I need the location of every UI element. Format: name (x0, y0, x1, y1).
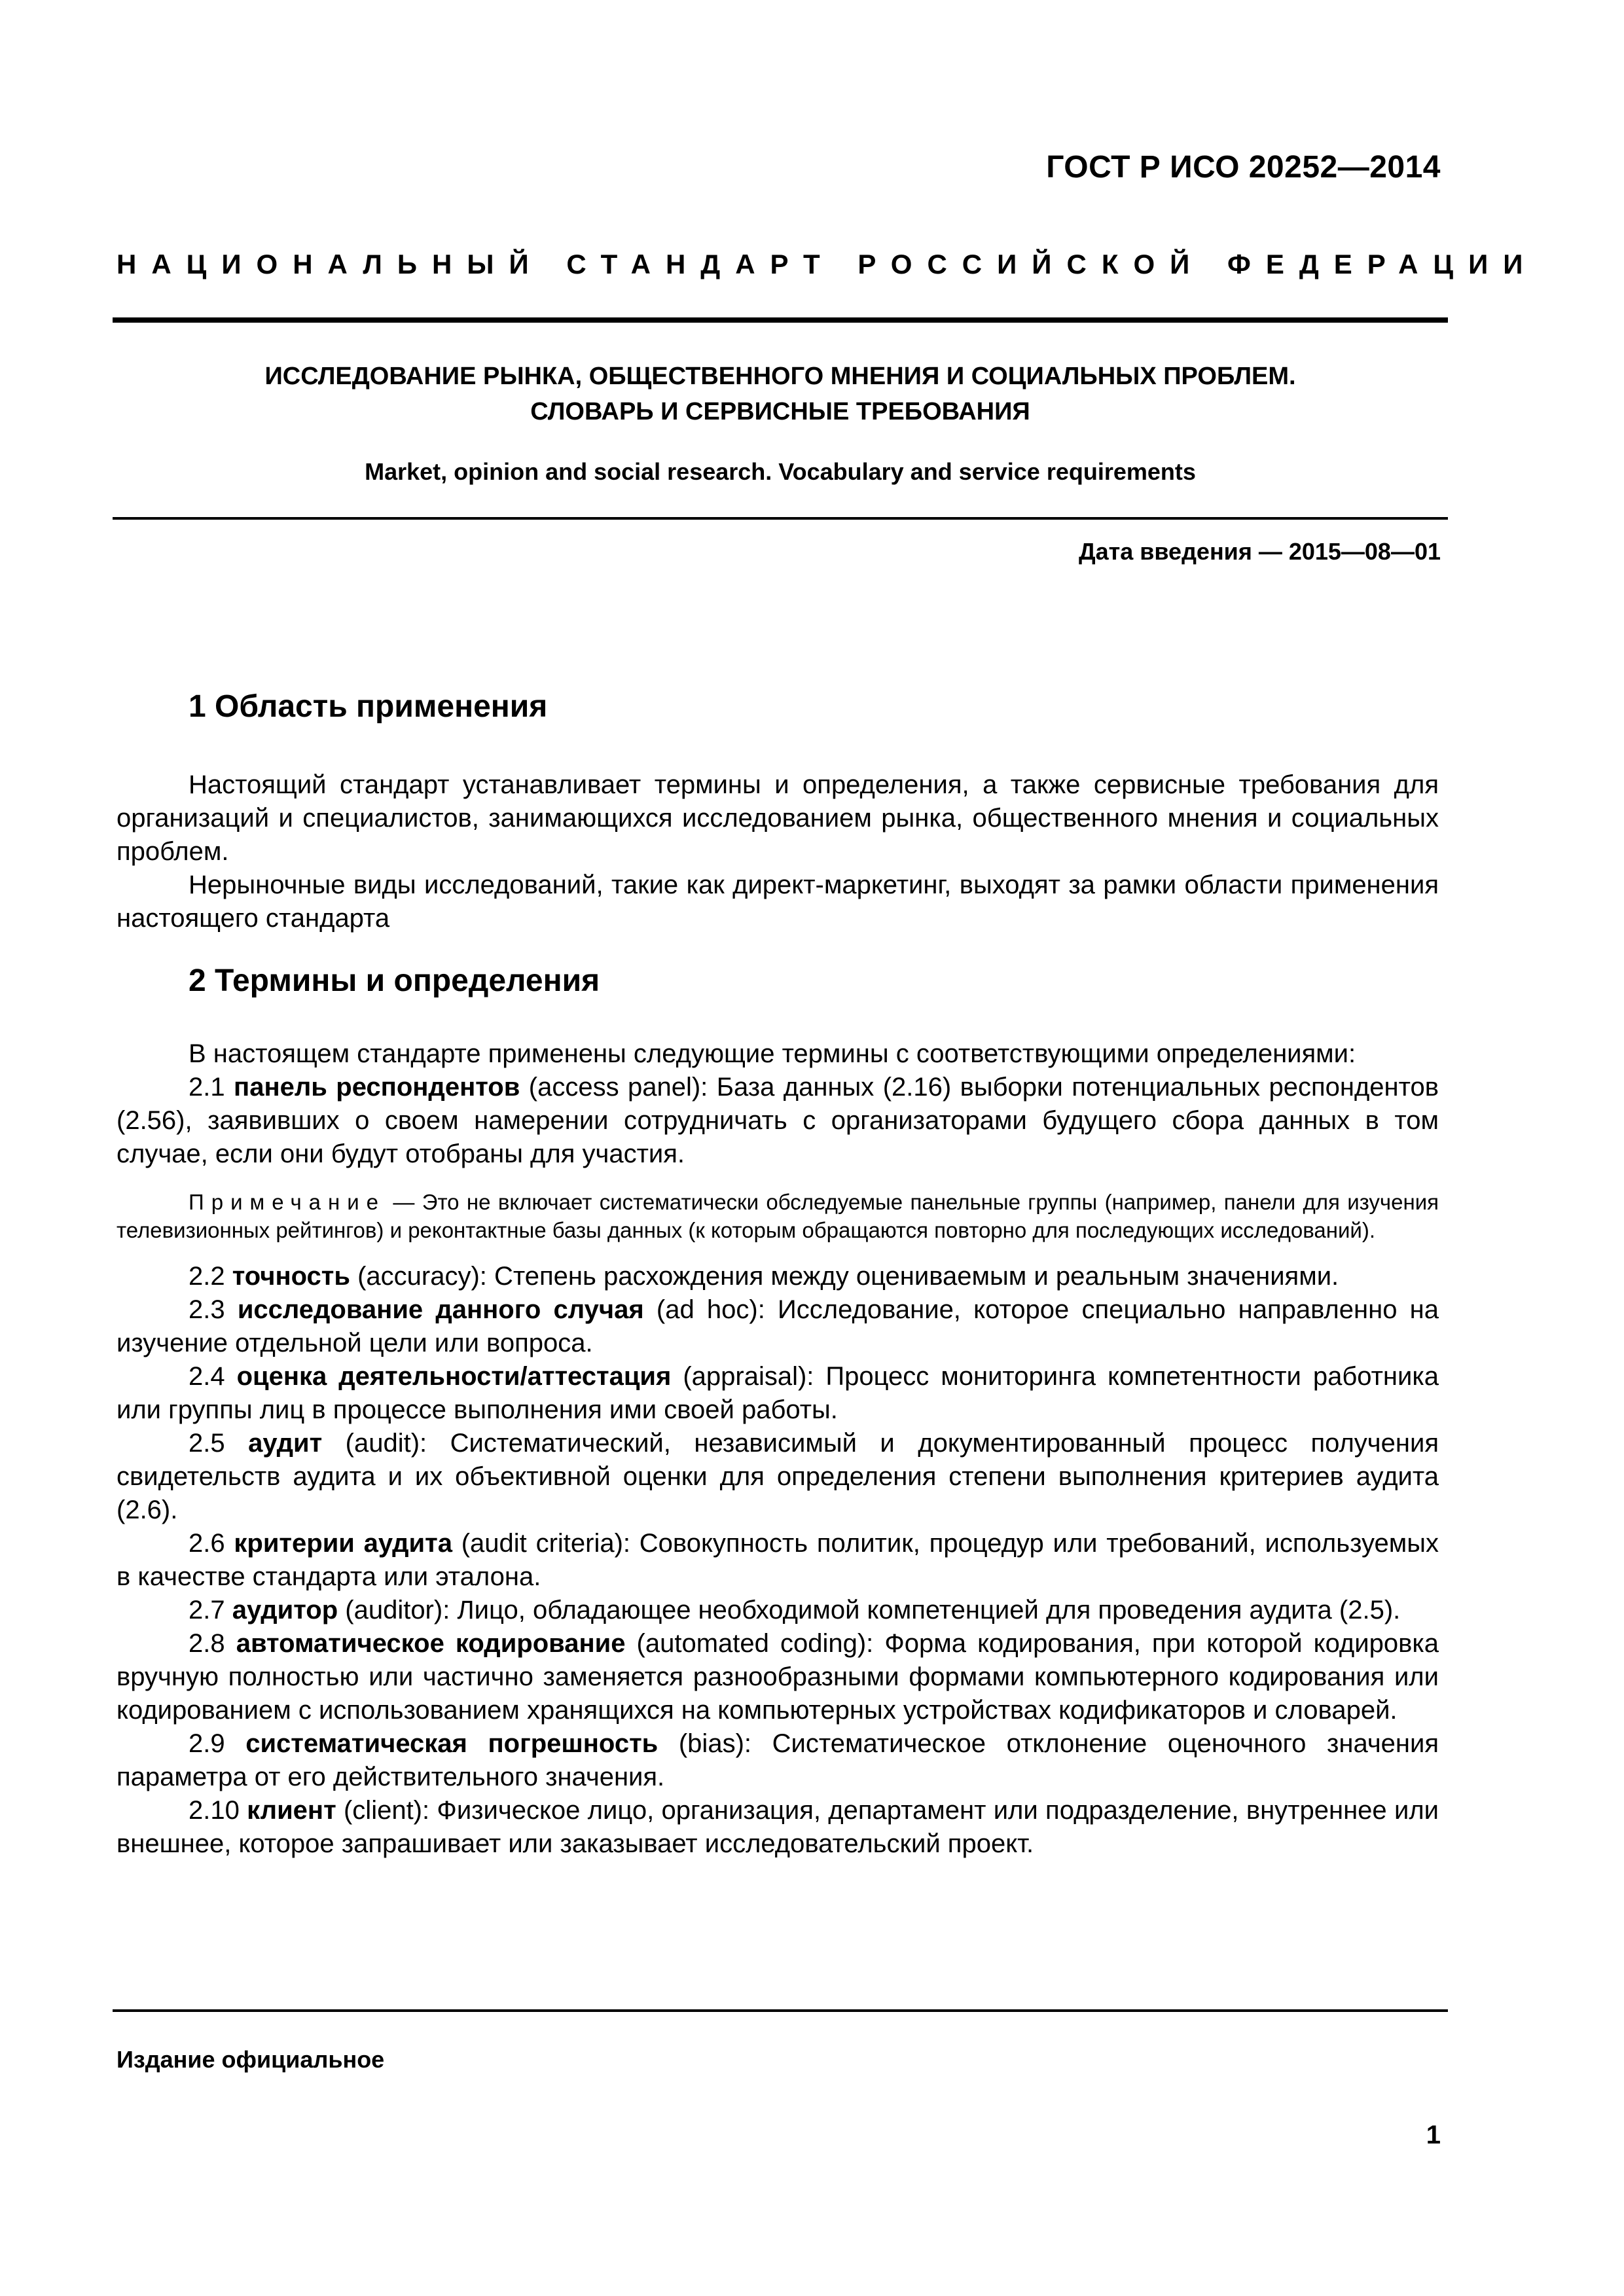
term-2-10 (117, 1794, 1439, 1861)
term-number: 2.7 (189, 1596, 225, 1624)
page-number: 1 (1426, 2121, 1441, 2149)
term-name: аудит (248, 1429, 323, 1458)
section-2-intro: В настоящем стандарте применены следующие термины с соответствующими определениями: (189, 1039, 1356, 1068)
standard-number: ГОСТ Р ИСО 20252—2014 (1046, 150, 1441, 185)
section-1-paragraph-2: Нерыночные виды исследований, такие как директ-маркетинг, выходят за рамки области применения настоящего стандарта (117, 870, 1439, 933)
term-2-7 (117, 1594, 1439, 1627)
term-definition: (auditor): Лицо, обладающее необходимой компетенцией для проведения аудита (2.5). (338, 1596, 1401, 1624)
term-number: 2.4 (189, 1362, 225, 1391)
term-name: исследование данного случая (237, 1295, 644, 1324)
national-standard-banner: НАЦИОНАЛЬНЫЙ СТАНДАРТ РОССИЙСКОЙ ФЕДЕРАЦИИ (117, 249, 1538, 279)
term-name: точность (232, 1262, 350, 1291)
term-2-6 (117, 1527, 1439, 1594)
title-ru-line2: СЛОВАРЬ И СЕРВИСНЫЕ ТРЕБОВАНИЯ (530, 398, 1030, 425)
section-1-paragraph-1: Настоящий стандарт устанавливает термины и определения, а также сервисные требования для организаций и специалистов, занимающихся исследованием рынка, общественного мнения и социальных проблем. (117, 770, 1439, 866)
section-2-heading: 2 Термины и определения (189, 963, 600, 998)
term-number: 2.9 (189, 1729, 225, 1758)
term-name: клиент (247, 1796, 336, 1825)
term-number: 2.10 (189, 1796, 240, 1825)
term-number: 2.8 (189, 1629, 225, 1658)
term-2-8 (117, 1627, 1439, 1727)
header-divider (113, 317, 1448, 323)
term-name: аудитор (232, 1596, 338, 1624)
term-definition: (accuracy): Степень расхождения между оцениваемым и реальным значениями. (350, 1262, 1339, 1291)
term-name: автоматическое кодирование (236, 1629, 626, 1658)
title-divider (113, 517, 1448, 520)
term-number: 2.1 (189, 1073, 225, 1102)
term-2-5 (117, 1427, 1439, 1527)
term-definition: (automated coding): Форма кодирования, при которой кодировка вручную полностью или частично заменяется разнообразными формами компьютерного кодирования или кодированием с использованием хранящихся на компьютерных устройствах кодификаторов и словарей. (117, 1629, 1439, 1725)
section-1-heading: 1 Область применения (189, 689, 548, 724)
term-definition: (ad hoc): Исследование, которое специально направленно на изучение отдельной цели или вопроса. (117, 1295, 1439, 1357)
footer-divider (113, 2009, 1448, 2012)
term-definition: (access panel): База данных (2.16) выборки потенциальных респондентов (2.56), заявивших о своем намерении сотрудничать с организаторами будущего сбора данных в том случае, если они будут отобраны для участия. (117, 1073, 1439, 1168)
note-label: Примечание (189, 1190, 386, 1214)
term-name: панель респондентов (234, 1073, 520, 1102)
document-title-ru (113, 359, 1448, 429)
term-name: систематическая погрешность (245, 1729, 659, 1758)
term-number: 2.6 (189, 1529, 225, 1558)
term-number: 2.3 (189, 1295, 225, 1324)
term-2-3 (117, 1293, 1439, 1360)
introduction-date: Дата введения — 2015—08—01 (1078, 538, 1441, 565)
term-number: 2.2 (189, 1262, 225, 1291)
term-number: 2.5 (189, 1429, 225, 1458)
term-definition: (audit criteria): Совокупность политик, процедур или требований, используемых в качестве стандарта или эталона. (117, 1529, 1439, 1591)
term-definition: (appraisal): Процесс мониторинга компетентности работника или группы лиц в процессе выполнения ими своей работы. (117, 1362, 1439, 1424)
term-2-9 (117, 1727, 1439, 1794)
edition-label: Издание официальное (117, 2046, 385, 2073)
term-2-1 (117, 1071, 1439, 1171)
term-definition: (bias): Систематическое отклонение оценочного значения параметра от его действительного значения. (117, 1729, 1439, 1791)
title-ru-line1: ИССЛЕДОВАНИЕ РЫНКА, ОБЩЕСТВЕННОГО МНЕНИЯ И СОЦИАЛЬНЫХ ПРОБЛЕМ. (264, 363, 1296, 390)
term-definition: (audit): Систематический, независимый и документированный процесс получения свидетельств аудита и их объективной оценки для определения степени выполнения критериев аудита (2.6). (117, 1429, 1439, 1524)
note (117, 1188, 1439, 1244)
term-2-4 (117, 1360, 1439, 1427)
term-name: критерии аудита (234, 1529, 452, 1558)
note-text: — Это не включает систематически обследуемые панельные группы (например, панели для изучения телевизионных рейтингов) и реконтактные базы данных (к которым обращаются повторно для последующих исследований). (117, 1190, 1439, 1242)
document-title-en: Market, opinion and social research. Vocabulary and service requirements (365, 458, 1196, 485)
term-2-2 (117, 1260, 1439, 1293)
term-name: оценка деятельности/аттестация (236, 1362, 672, 1391)
document-body (117, 687, 1439, 1861)
term-definition: (client): Физическое лицо, организация, департамент или подразделение, внутреннее или внешнее, которое запрашивает или заказывает исследовательский проект. (117, 1796, 1439, 1858)
